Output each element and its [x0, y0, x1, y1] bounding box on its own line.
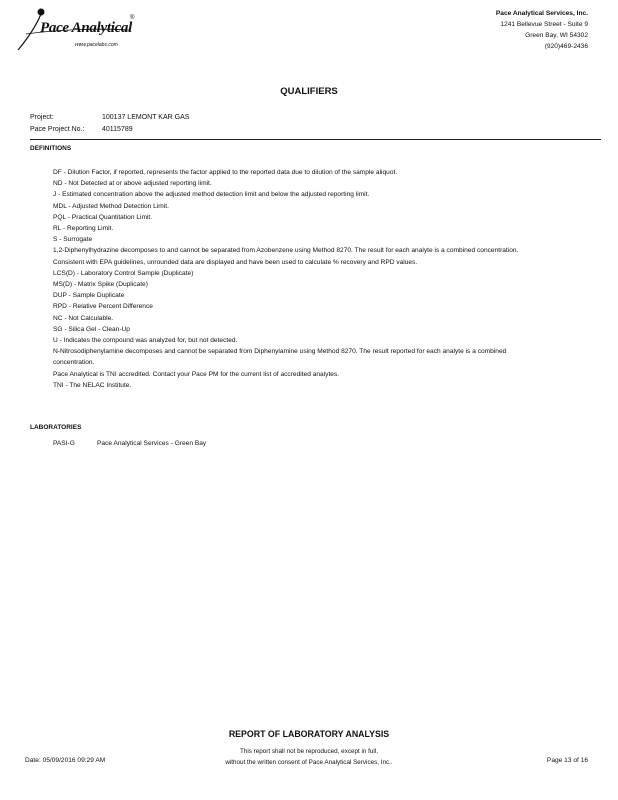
laboratory-name: Pace Analytical Services - Green Bay	[97, 440, 207, 447]
header-divider	[30, 139, 601, 140]
definition-item: MS(D) - Matrix Spike (Duplicate)	[53, 281, 148, 289]
definition-item: RL - Reporting Limit.	[53, 225, 114, 233]
company-city: Green Bay, WI 54302	[525, 32, 588, 39]
company-address	[496, 8, 588, 52]
laboratories-heading: LABORATORIES	[30, 424, 82, 431]
definition-item: DUP - Sample Duplicate	[53, 292, 125, 300]
definition-item: 1,2-Diphenylhydrazine decomposes to and cannot be separated from Azobenzene using Method 8270. The result for each analyte is a combined concentration.	[53, 247, 519, 255]
definition-item: TNI - The NELAC Institute.	[53, 381, 132, 389]
definition-item: SG - Silica Gel - Clean-Up	[53, 325, 130, 333]
laboratory-code: PASI-G	[53, 440, 75, 447]
pace-project-value: 40115789	[102, 126, 133, 133]
definition-item: N-Nitrosodiphenylamine decomposes and cannot be separated from Diphenylamine using Method 8270. The result reported for each analyte is a combined concentration.	[53, 348, 507, 367]
company-name: Pace Analytical Services, Inc.	[495, 10, 588, 17]
pace-project-row	[30, 124, 189, 136]
footer-page-number: Page 13 of 16	[546, 757, 588, 764]
report-title: REPORT OF LABORATORY ANALYSIS	[228, 729, 390, 739]
footer-disclaimer-line-2: without the written consent of Pace Analytical Services, Inc..	[225, 759, 393, 766]
footer-disclaimer-line-1: This report shall not be reproduced, except in full,	[240, 748, 378, 755]
company-street: 1241 Bellevue Street - Suite 9	[500, 21, 588, 28]
definitions-list	[53, 167, 523, 391]
laboratory-row	[53, 440, 206, 447]
project-value: 100137 LEMONT KAR GAS	[102, 114, 190, 121]
definition-item: RPD - Relative Percent Difference	[53, 303, 153, 311]
logo-url: www.pacelabs.com	[75, 42, 118, 48]
definition-item: LCS(D) - Laboratory Control Sample (Duplicate)	[53, 269, 194, 277]
definition-item: U - Indicates the compound was analyzed for, but not detected.	[53, 337, 238, 345]
project-label: Project:	[30, 114, 54, 121]
definition-item: J - Estimated concentration above the adjusted method detection limit and below the adjusted reporting limit.	[53, 191, 370, 199]
project-info	[30, 112, 189, 136]
project-row	[30, 112, 189, 124]
definition-item: NC - Not Calculable.	[53, 314, 114, 322]
page-title: QUALIFIERS	[280, 86, 338, 97]
logo-registered-mark: ®	[130, 15, 135, 21]
definition-item: Consistent with EPA guidelines, unrounded data are displayed and have been used to calculate % recovery and RPD values.	[53, 258, 418, 266]
definition-item: Pace Analytical is TNI accredited. Contact your Pace PM for the current list of accredited analytes.	[53, 370, 340, 378]
definition-item: S - Surrogate	[53, 236, 93, 244]
logo-brand-text: Pace Analytical	[40, 20, 133, 36]
company-phone: (920)469-2436	[544, 43, 588, 50]
definition-item: PQL - Practical Quantitation Limit.	[53, 213, 153, 221]
footer-date: Date: 05/09/2016 09:29 AM	[25, 757, 106, 764]
definitions-heading: DEFINITIONS	[30, 145, 72, 152]
definition-item: MDL - Adjusted Method Detection Limit.	[53, 202, 169, 210]
definition-item: ND - Not Detected at or above adjusted reporting limit.	[53, 180, 212, 188]
pace-project-label: Pace Project No.:	[30, 126, 85, 133]
definition-item: DF - Dilution Factor, if reported, represents the factor applied to the reported data due to dilution of the sample aliquot.	[53, 169, 398, 176]
